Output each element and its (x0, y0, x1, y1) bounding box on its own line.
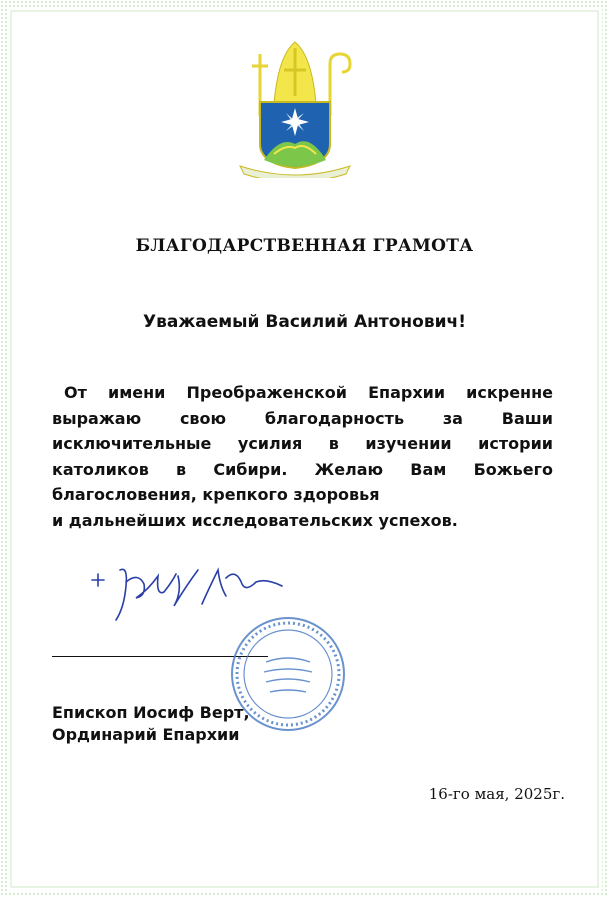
signer-block (52, 702, 250, 746)
certificate-title: БЛАГОДАРСТВЕННАЯ ГРАМОТА (135, 236, 474, 256)
body-text (52, 380, 553, 534)
body-paragraph-end: и дальнейших исследовательских успехов. (52, 510, 458, 530)
document-date: 16-го мая, 2025г. (428, 785, 565, 803)
greeting: Уважаемый Василий Антонович! (143, 312, 466, 332)
body-paragraph: От имени Преображенской Епархии искренне выражаю свою благодарность за Ваши исключительные усилия в изучении истории католиков в Сибири. Желаю Вам Божьего благословения, крепкого здоровья (52, 383, 553, 505)
signer-name: Епископ Иосиф Верт, (52, 703, 250, 722)
signer-title: Ординарий Епархии (52, 725, 240, 744)
coat-of-arms-icon (234, 36, 356, 178)
